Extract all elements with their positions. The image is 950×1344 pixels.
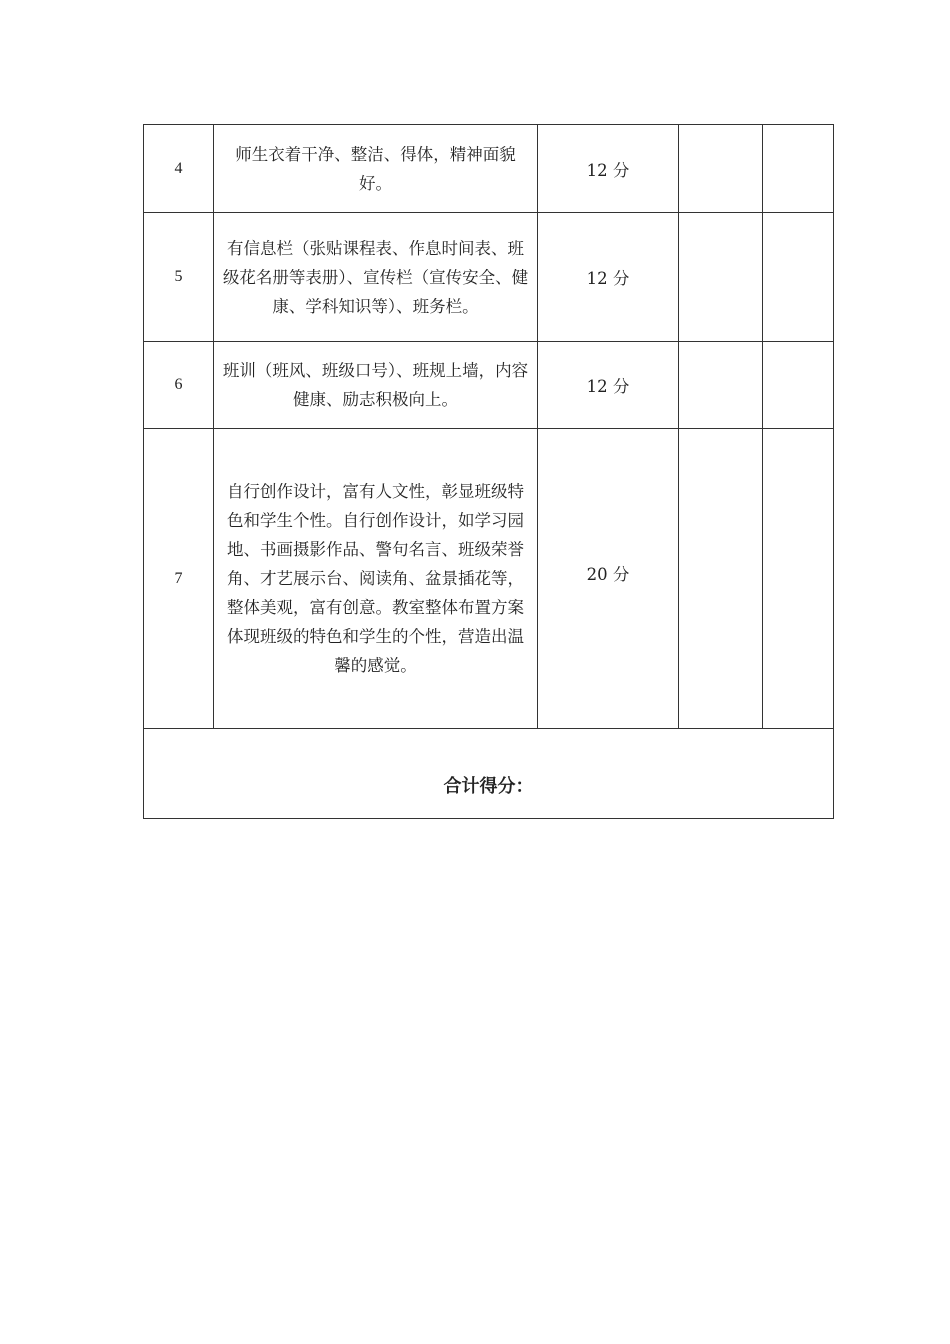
- blank-score-cell: [679, 125, 763, 213]
- blank-score-cell: [679, 429, 763, 729]
- total-row: [144, 729, 834, 819]
- row-score: 12 分: [538, 125, 679, 213]
- blank-score-cell: [679, 213, 763, 342]
- row-score: 20 分: [538, 429, 679, 729]
- row-content: 自行创作设计，富有人文性，彰显班级特色和学生个性。自行创作设计，如学习园地、书画摄影作品、警句名言、班级荣誉角、才艺展示台、阅读角、盆景插花等，整体美观，富有创意。教室整体布置方案体现班级的特色和学生的个性，营造出温馨的感觉。: [214, 429, 538, 729]
- row-number: 6: [144, 342, 214, 429]
- blank-score-cell: [679, 342, 763, 429]
- table-row: [144, 213, 834, 342]
- row-number: 4: [144, 125, 214, 213]
- total-score-label: 合计得分：: [144, 729, 834, 819]
- row-content: 班训（班风、班级口号）、班规上墙，内容健康、励志积极向上。: [214, 342, 538, 429]
- row-score: 12 分: [538, 213, 679, 342]
- table-row: [144, 342, 834, 429]
- blank-remark-cell: [763, 342, 834, 429]
- table-row: [144, 125, 834, 213]
- row-content: 有信息栏（张贴课程表、作息时间表、班级花名册等表册）、宣传栏（宣传安全、健康、学科知识等）、班务栏。: [214, 213, 538, 342]
- score-table: [143, 124, 834, 819]
- row-number: 7: [144, 429, 214, 729]
- row-number: 5: [144, 213, 214, 342]
- row-score: 12 分: [538, 342, 679, 429]
- table-row: [144, 429, 834, 729]
- blank-remark-cell: [763, 429, 834, 729]
- row-content: 师生衣着干净、整洁、得体，精神面貌好。: [214, 125, 538, 213]
- blank-remark-cell: [763, 125, 834, 213]
- blank-remark-cell: [763, 213, 834, 342]
